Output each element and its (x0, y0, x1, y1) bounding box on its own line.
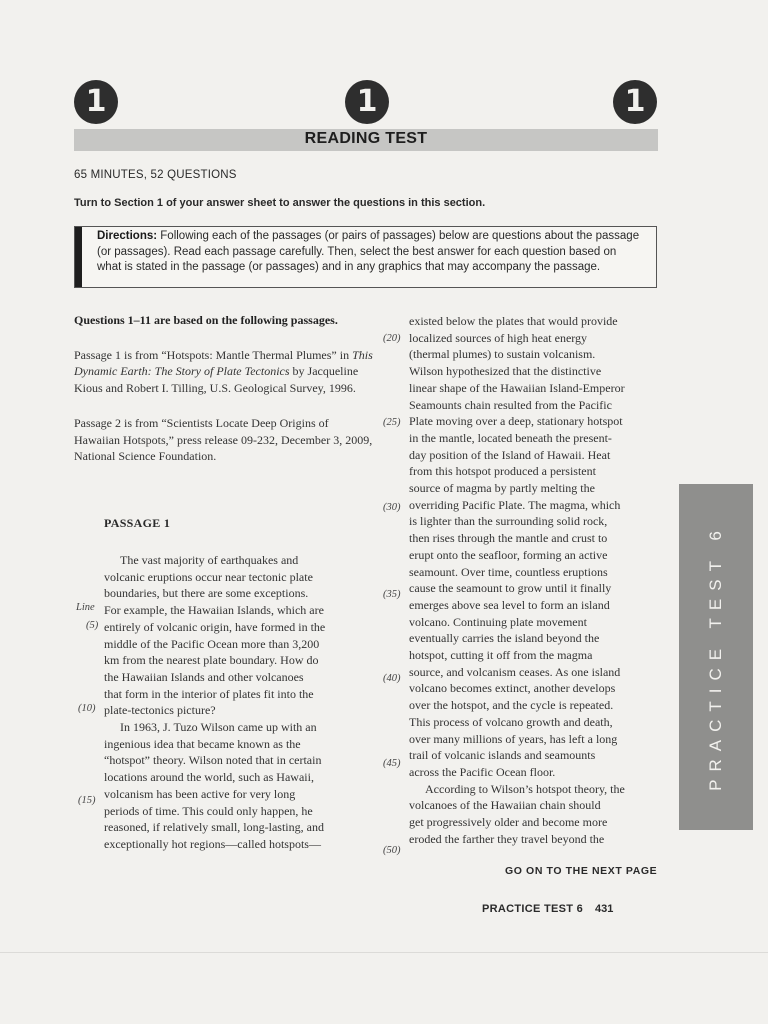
passage-line: “hotspot” theory. Wilson noted that in certain (104, 753, 322, 768)
passage-line: then rises through the mantle and crust to (409, 531, 608, 546)
passage-line: is lighter than the surrounding solid rock, (409, 514, 608, 529)
page-title: READING TEST (304, 130, 428, 147)
passage-line: emerges above sea level to form an island (409, 597, 610, 612)
passage-line: In 1963, J. Tuzo Wilson came up with an (120, 720, 317, 735)
source-passage-2: Passage 2 is from “Scientists Locate Deep Origins of Hawaiian Hotspots,” press release 09-232, December 3, 2009, National Science Foundation. (74, 415, 373, 464)
title-bar (74, 129, 658, 151)
passage-line: across the Pacific Ocean floor. (409, 764, 556, 779)
source1-post: by Jacqueline Kious and Robert I. Tilling, U.S. Geological Survey, 1996. (74, 364, 359, 396)
directions-box (74, 226, 657, 288)
passage-line: cause the seamount to grow until it finally (409, 581, 612, 596)
passage-line: The vast majority of earthquakes and (120, 553, 299, 567)
footer-test-label: PRACTICE TEST 6 (482, 903, 584, 915)
directions-accent-bar (75, 227, 82, 287)
page-number: 431 (595, 903, 614, 915)
passage-line: For example, the Hawaiian Islands, which are (104, 603, 324, 618)
passage-line: source of magma by partly melting the (409, 481, 595, 496)
line-word-label: Line (76, 602, 95, 613)
passage-line: plate-tectonics picture? (104, 703, 216, 718)
time-and-question-count: 65 MINUTES, 52 QUESTIONS (74, 169, 237, 181)
directions-text-block (97, 229, 642, 276)
passage-line: source, and volcanism ceases. As one island (409, 664, 621, 679)
line-number-50: (50) (383, 845, 401, 856)
section-badge-left: 1 (74, 80, 118, 124)
passage-right-column (409, 313, 655, 848)
passage-line: volcano becomes extinct, another develops (409, 681, 616, 696)
passage-line: km from the nearest plate boundary. How do (104, 653, 319, 668)
passage-line: the Hawaiian Islands and other volcanoes (104, 669, 304, 684)
passage-line: middle of the Pacific Ocean more than 3,200 (104, 636, 320, 651)
passage-intro (74, 312, 374, 483)
passage-line: volcanic eruptions occur near tectonic plate (104, 569, 313, 584)
section-badge-center: 1 (345, 80, 389, 124)
passage-line: linear shape of the Hawaiian Island-Emperor (409, 380, 625, 395)
questions-heading: Questions 1–11 are based on the following passages. (74, 313, 338, 327)
passage-label: PASSAGE 1 (104, 516, 171, 530)
side-tab-label: PRACTICE TEST 6 (706, 523, 725, 791)
line-number-45: (45) (383, 758, 401, 769)
passage-line: entirely of volcanic origin, have formed in the (104, 619, 326, 634)
passage-line: volcanoes of the Hawaiian chain should (409, 798, 601, 813)
line-number-35: (35) (383, 589, 401, 600)
passage-line: from this hotspot produced a persistent (409, 464, 596, 479)
line-number-25: (25) (383, 417, 401, 428)
line-number-20: (20) (383, 333, 401, 344)
section-badge-right: 1 (613, 80, 657, 124)
go-on-next-page: GO ON TO THE NEXT PAGE (505, 865, 658, 877)
passage-line: existed below the plates that would provide (409, 314, 618, 328)
passage-line: eventually carries the island beyond the (409, 631, 600, 646)
passage-left-column (104, 552, 364, 853)
source-passage-1 (74, 347, 374, 397)
line-number-10: (10) (78, 703, 96, 714)
passage-line: erupt onto the seafloor, forming an active (409, 547, 608, 562)
passage-line: seamount. Over time, countless eruptions (409, 564, 608, 579)
passage-line: Wilson hypothesized that the distinctive (409, 364, 602, 379)
line-number-15: (15) (78, 795, 96, 806)
passage-line: volcanism has been active for very long (104, 786, 296, 801)
directions-label: Directions: (97, 230, 158, 242)
passage-line: (thermal plumes) to sustain volcanism. (409, 347, 596, 362)
line-number-30: (30) (383, 502, 401, 513)
passage-line: overriding Pacific Plate. The magma, which (409, 497, 621, 512)
passage-line: over the hotspot, and the cycle is repeated. (409, 698, 614, 713)
passage-line: that form in the interior of plates fit into the (104, 686, 314, 701)
passage-line: periods of time. This could only happen, he (104, 803, 313, 818)
passage-line: exceptionally hot regions—called hotspots— (104, 836, 321, 851)
passage-line: over many millions of years, has left a long (409, 731, 618, 746)
source1-pre: Passage 1 is from “Hotspots: Mantle Thermal Plumes” in (74, 347, 353, 362)
passage-line: localized sources of high heat energy (409, 330, 588, 345)
answer-sheet-instruction: Turn to Section 1 of your answer sheet to answer the questions in this section. (74, 197, 486, 209)
directions-text: Following each of the passages (or pairs of passages) below are questions about the passage (or passages). Read each passage carefully. Then, select the best answer for each question based on what is stated in the passage (or passages) and in any graphics that may accompany the passage. (97, 230, 640, 273)
line-number-5: (5) (86, 620, 99, 631)
passage-line: ingenious idea that became known as the (104, 736, 301, 751)
source1-book-title: This Dynamic Earth: The Story of Plate Tectonics (74, 347, 373, 379)
passage-line: day position of the Island of Hawaii. Heat (409, 447, 611, 462)
passage-line: locations around the world, such as Hawaii, (104, 770, 314, 785)
passage-line: hotspot, cutting it off from the magma (409, 648, 593, 663)
passage-line: Plate moving over a deep, stationary hotspot (409, 414, 623, 429)
line-number-40: (40) (383, 673, 401, 684)
passage-line: This process of volcano growth and death, (409, 714, 613, 729)
side-tab (679, 484, 753, 830)
passage-line: volcano. Continuing plate movement (409, 614, 587, 629)
passage-line: boundaries, but there are some exceptions. (104, 586, 309, 601)
passage-line: in the mantle, located beneath the present- (409, 430, 612, 445)
bottom-divider (0, 952, 768, 953)
passage-line: eroded the farther they travel beyond the (409, 831, 605, 846)
passage-line: trail of volcanic islands and seamounts (409, 748, 596, 763)
passage-line: According to Wilson’s hotspot theory, the (425, 781, 625, 796)
passage-line: Seamounts chain resulted from the Pacific (409, 397, 612, 412)
passage-line: reasoned, if relatively small, long-lasting, and (104, 820, 324, 835)
passage-line: get progressively older and become more (409, 815, 608, 830)
